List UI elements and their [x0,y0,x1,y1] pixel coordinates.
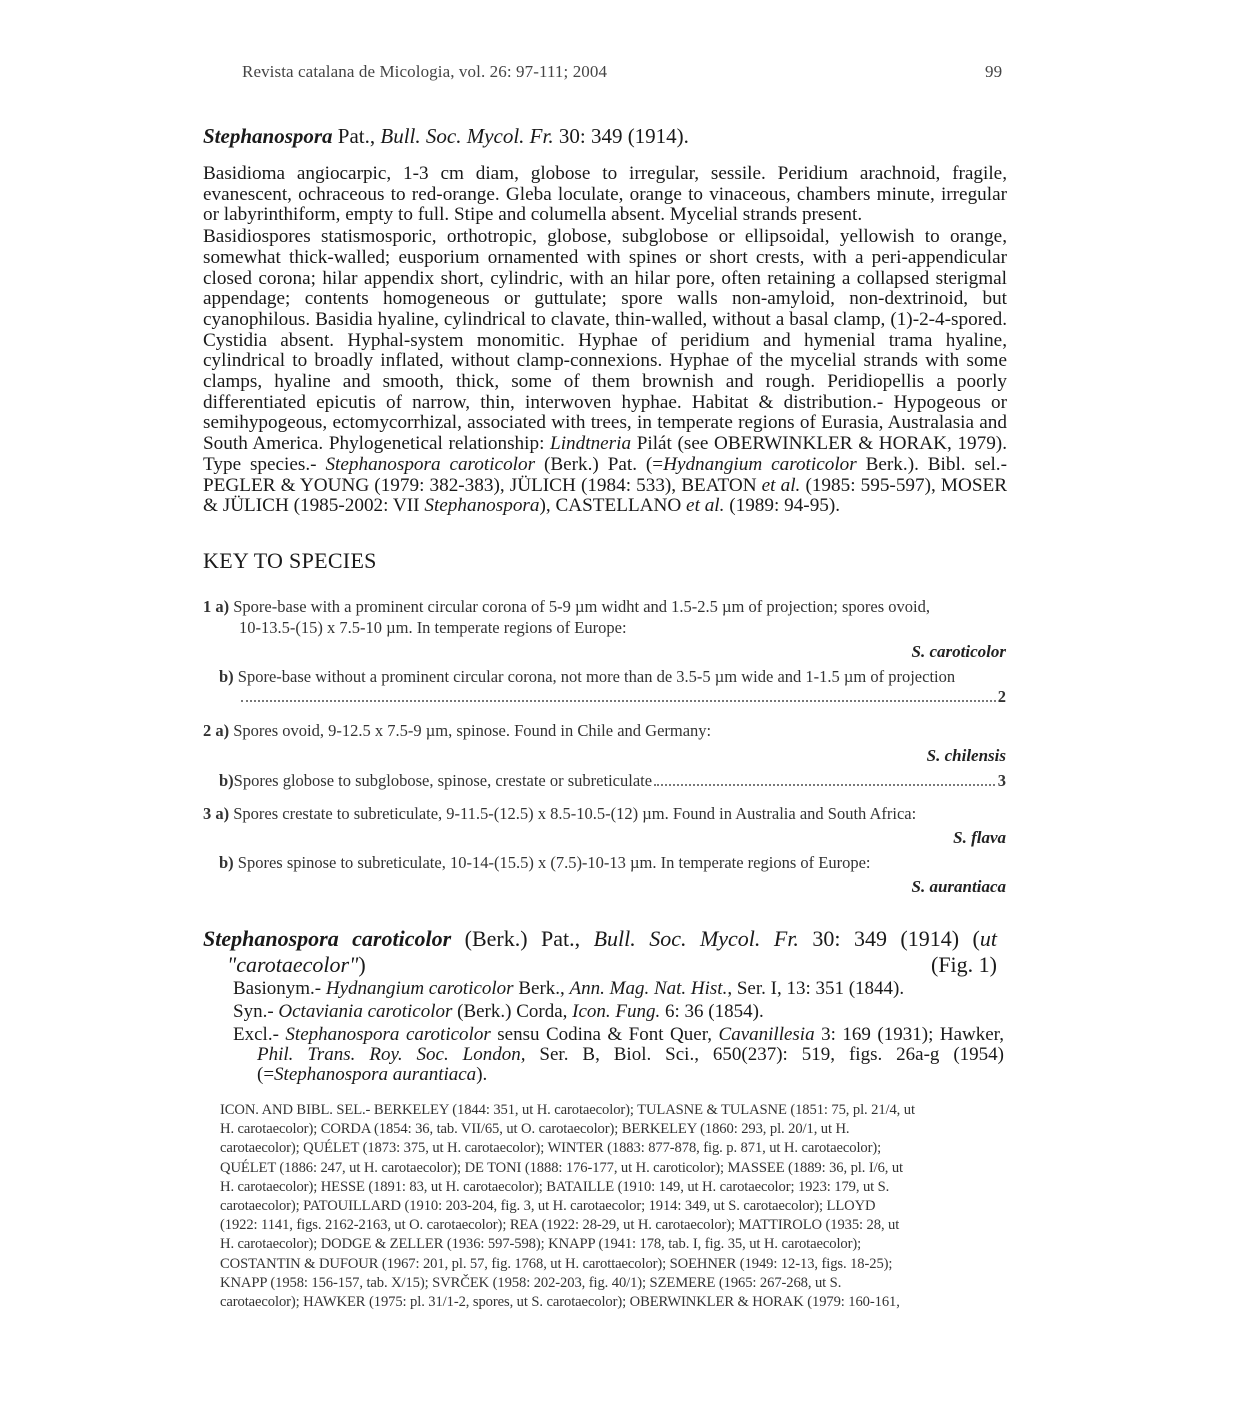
para2-text-b: Pilát (see OBERWINKLER & HORAK, 1979). Type species.- [203,433,1007,475]
couplet-text: Spores spinose to subreticulate, 10-14-(15.5) x (7.5)-10-13 µm. In temperate regions of Europe: [233,853,871,872]
couplet-label: 3 a) [203,804,230,823]
dot-leader [654,783,995,786]
species-caro: "carotaecolor" [227,952,359,977]
species-name: Stephanospora caroticolor [203,926,452,951]
genus-title [203,124,689,149]
genus-paragraph-1: Basidioma angiocarpic, 1-3 cm diam, globose to irregular, sessile. Peridium arachnoid, fragile, evanescent, ochraceous to red-orange. Gleba loculate, orange to vinaceous, chambers minute, irregular or labyrinthiform, empty to full. Stipe and columella absent. Mycelial strands present. [203,163,1007,226]
basionym-label: Basionym.- [233,978,326,999]
icon-bibliography [220,1101,988,1312]
species-result: S. aurantiaca [911,877,1006,896]
couplet-1a [203,597,1006,617]
bibl-line: (1922: 1141, figs. 2162-2163, ut O. carotaecolor); REA (1922: 28-29, ut H. carotaecolor); MATTIROLO (1935: 28, ut [220,1217,900,1234]
synonym-ref: 6: 36 (1854). [660,1001,764,1022]
exclusion-phil-trans: Phil. Trans. Roy. Soc. London, [257,1044,526,1065]
couplet-label: b) [219,853,234,872]
para2-type-species: Stephanospora caroticolor [325,453,536,475]
couplet-label: 1 a) [203,597,230,616]
genus-ref: 30: 349 (1914). [553,124,689,148]
couplet-3a-species [203,828,1006,848]
bibl-line: H. carotaecolor); CORDA (1854: 36, tab. VII/65, ut O. carotaecolor); BERKELEY (1860: 293, pl. 20/1, ut H. [220,1121,850,1138]
running-header: Revista catalana de Micologia, vol. 26: 97-111; 2004 [242,62,608,81]
exclusion-name: Stephanospora caroticolor [285,1024,491,1045]
couplet-2a-species [203,746,1006,766]
next-couplet: 2 [997,687,1006,706]
genus-name: Stephanospora [203,124,333,148]
species-orthography [227,952,366,978]
bibl-line: ICON. AND BIBL. SEL.- BERKELEY (1844: 351, ut H. carotaecolor); TULASNE & TULASNE (1851: 75, pl. 21/4, ut [220,1102,915,1118]
bibl-line: carotaecolor); HAWKER (1975: pl. 31/1-2, spores, ut S. carotaecolor); OBERWINKLER & HORAK (1979: 160-161, [220,1294,900,1311]
species-title [203,926,997,978]
exclusion-aurantiaca: Stephanospora aurantiaca [274,1064,477,1085]
couplet-1a-cont: 10-13.5-(15) x 7.5-10 µm. In temperate regions of Europe: [239,618,627,637]
couplet-text: Spores ovoid, 9-12.5 x 7.5-9 µm, spinose. Found in Chile and Germany: [229,721,712,740]
bibl-line: COSTANTIN & DUFOUR (1967: 201, pl. 57, fig. 1768, ut H. carottaecolor); SOEHNER (1949: 12-13, figs. 18-25); [220,1255,893,1272]
basionym-name: Hydnangium caroticolor [325,978,514,999]
couplet-label: 2 a) [203,721,230,740]
couplet-3b [219,853,1006,873]
para2-lindtneria: Lindtneria [550,433,632,455]
synonym-label: Syn.- [233,1001,279,1022]
basionym-line [233,979,1004,999]
para2-text-g: (1989: 94-95). [724,495,841,517]
genus-author: Pat., [332,124,381,148]
synonym-name: Octaviania caroticolor [278,1001,453,1022]
exclusion-text-a: sensu Codina & Font Quer, [490,1024,719,1045]
couplet-label: b) [219,771,234,790]
bibl-line: carotaecolor); QUÉLET (1873: 375, ut H. carotaecolor); WINTER (1883: 877-878, fig. p. 871, ut H. carotaecolor); [220,1140,882,1157]
para2-etal-2: et al. [686,495,725,517]
couplet-1b-leader [239,687,1006,707]
couplet-1a-species [203,642,1006,662]
synonym-author: (Berk.) Corda, [452,1001,573,1022]
basionym-author: Berk., [513,978,570,999]
genus-journal: Bull. Soc. Mycol. Fr. [380,124,554,148]
exclusion-block [233,1025,1004,1085]
para2-text-c: (Berk.) Pat. (= [535,453,664,475]
species-close-paren: ) [358,952,366,977]
species-result: S. flava [953,828,1006,847]
exclusion-label: Excl.- [233,1024,286,1045]
next-couplet: 3 [997,771,1006,790]
couplet-text: Spore-base without a prominent circular corona, not more than de 3.5-5 µm wide and 1-1.5 µm of projection [233,667,956,686]
bibl-line: QUÉLET (1886: 247, ut H. carotaecolor); DE TONI (1888: 176-177, ut H. caroticolor); MASSEE (1889: 36, pl. I/6, ut [220,1159,904,1176]
para2-text-a: Basidiospores statismosporic, orthotropic, globose, subglobose or ellipsoidal, yellowish to orange, somewhat thick-walled; eusporium ornamented with spines or short crests, with a peri-appendicular closed corona; hilar appendix short, cylindric, with an hilar pore, often retaining a collapsed sterigmal appendage; contents homogeneous or guttulate; spore walls non-amyloid, non-dextrinoid, but cyanophilous. Basidia hyaline, cylindrical to clavate, thin-walled, without a basal clamp, (1)-2-4-spored. Cystidia absent. Hyphal-system monomitic. Hyphae of peridium and hymenial trama hyaline, cylindrical to broadly inflated, without clamp-connexions. Hyphae of the mycelial strands with some clamps, hyaline and smooth, thick, some of them brownish and rough. Peridiopellis a poorly differentiated epicutis of narrow, thin, interwoven hyphae. Habitat & distribution.- Hypogeous or semihypogeous, ectomycorrhizal, associated with trees, in temperate regions of Eurasia, Australasia and South America. Phylogenetical relationship: [203,226,1007,455]
species-title-line-2 [203,952,997,978]
species-ut: ut [979,926,997,951]
bibl-line: KNAPP (1958: 156-157, tab. X/15); SVRČEK (1958: 202-203, fig. 40/1); SZEMERE (1965: 267-268, ut S. [220,1274,842,1291]
exclusion-cavanillesia: Cavanillesia [718,1024,815,1045]
key-heading: KEY TO SPECIES [203,548,377,573]
para2-hydnangium: Hydnangium caroticolor [663,453,857,475]
exclusion-text [233,1025,1004,1085]
para2-text-f: ), CASTELLANO [539,495,687,517]
species-author: (Berk.) Pat., [451,926,594,951]
exclusion-text-b: 3: 169 (1931); Hawker, [814,1024,1004,1045]
para2-text-d: Berk.). Bibl. sel.- PEGLER & YOUNG (1979: 382-383), JÜLICH (1984: 533), BEATON [203,453,1007,496]
genus-paragraph-2 [203,227,1007,517]
couplet-text: Spores globose to subglobose, spinose, crestate or subreticulate [233,771,653,790]
figure-ref: (Fig. 1) [931,952,997,977]
couplet-text: Spores crestate to subreticulate, 9-11.5-(12.5) x 8.5-10.5-(12) µm. Found in Australia and South Africa: [229,804,917,823]
couplet-2a [203,721,1006,741]
bibl-line: H. carotaecolor); DODGE & ZELLER (1936: 597-598); KNAPP (1941: 178, tab. I, fig. 35, ut H. carotaecolor); [220,1236,862,1253]
bibl-line: H. carotaecolor); HESSE (1891: 83, ut H. carotaecolor); BATAILLE (1910: 149, ut H. carotaecolor; 1923: 179, ut S. [220,1178,890,1195]
species-title-line-1 [203,926,997,952]
couplet-3a [203,804,1006,824]
para2-text-e: (1985: 595-597), MOSER & JÜLICH (1985-2002: VII [203,474,1008,517]
exclusion-text-c: Ser. B, Biol. Sci., 650(237): 519, figs. 26a-g (1954) (= [257,1044,1005,1085]
couplet-3b-species [203,877,1006,897]
couplet-label: b) [219,667,234,686]
synonym-line [233,1002,1004,1022]
species-ref: 30: 349 (1914) ( [798,926,980,951]
para2-stephanospora: Stephanospora [424,495,540,517]
exclusion-text-d: ). [476,1064,488,1085]
basionym-journal: Ann. Mag. Nat. Hist. [569,978,728,999]
couplet-2b [219,771,1006,791]
para2-etal-1: et al. [761,474,801,496]
species-result: S. chilensis [926,746,1006,765]
dot-leader [241,699,996,702]
page-number: 99 [985,62,1003,81]
couplet-1b [219,667,1006,687]
couplet-text: Spore-base with a prominent circular corona of 5-9 µm widht and 1.5-2.5 µm of projection; spores ovoid, [229,597,930,616]
bibl-line: carotaecolor); PATOUILLARD (1910: 203-204, fig. 3, ut H. carotaecolor; 1914: 349, ut S. carotaecolor); LLOYD [220,1198,876,1215]
species-result: S. caroticolor [911,642,1006,661]
basionym-ref: , Ser. I, 13: 351 (1844). [727,978,905,999]
synonym-journal: Icon. Fung. [572,1001,661,1022]
genus-description [203,164,1007,517]
species-journal: Bull. Soc. Mycol. Fr. [593,926,799,951]
